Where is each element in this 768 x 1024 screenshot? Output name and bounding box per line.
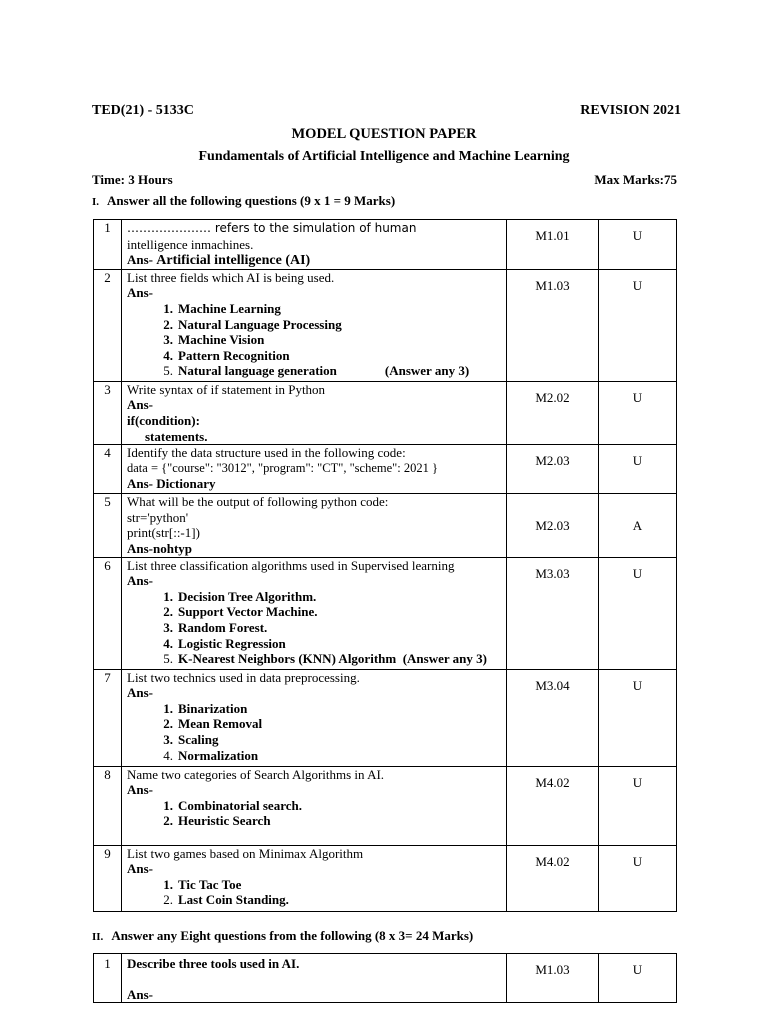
section-2-text: Answer any Eight questions from the following (8 x 3= 24 Marks)	[111, 928, 474, 943]
list-item: 1. Machine Learning	[163, 300, 281, 316]
question-text	[122, 269, 507, 381]
list-item: 2. Mean Removal	[163, 716, 263, 732]
cognitive-level: A	[599, 494, 677, 557]
question-line: List two technics used in data preprocessing.	[127, 669, 360, 685]
code-line: print(str[::-1])	[127, 525, 200, 541]
question-text	[122, 220, 507, 270]
paper-title: MODEL QUESTION PAPER	[291, 126, 477, 142]
question-number: 1	[94, 220, 122, 270]
question-line: refers to the simulation of human	[211, 221, 417, 235]
course-outcome: M2.03	[507, 494, 599, 557]
answer-label: Ans-	[127, 397, 154, 413]
question-number: 5	[94, 494, 122, 557]
table-row	[94, 669, 677, 766]
answer-label: Ans-	[127, 986, 154, 1002]
answer-text: statements.	[145, 428, 208, 444]
answer-label: Ans-	[127, 573, 154, 589]
list-item: 2. Support Vector Machine.	[163, 604, 318, 620]
answer	[127, 252, 506, 269]
list-item: 4. Pattern Recognition	[163, 347, 290, 363]
question-text	[122, 381, 507, 444]
course-outcome: M2.03	[507, 445, 599, 494]
course-outcome: M4.02	[507, 845, 599, 911]
revision-label: REVISION 2021	[580, 103, 681, 118]
table-row	[94, 557, 677, 669]
section-1-numeral: I.	[92, 196, 100, 208]
question-number: 9	[94, 845, 122, 911]
list-item: 5. Natural language generation (Answer any 3)	[163, 363, 470, 379]
list-item: 4. Logistic Regression	[163, 635, 286, 651]
list-item: 1. Binarization	[163, 700, 248, 716]
max-marks-label: Max Marks:75	[594, 172, 677, 187]
list-item: 3. Machine Vision	[163, 332, 265, 348]
table-row	[94, 220, 677, 270]
course-outcome: M1.03	[507, 954, 599, 1003]
section-2-instruction	[92, 928, 473, 944]
list-item: 3. Random Forest.	[163, 619, 268, 635]
cognitive-level: U	[599, 845, 677, 911]
table-row	[94, 269, 677, 381]
answer-note: (Answer any 3)	[402, 651, 487, 667]
section-1-text: Answer all the following questions (9 x 1 = 9 Marks)	[107, 193, 396, 208]
question-line: List three fields which AI is being used.	[127, 269, 335, 285]
cognitive-level: U	[599, 557, 677, 669]
question-text	[122, 669, 507, 766]
question-text	[122, 494, 507, 557]
list-item: 2. Heuristic Search	[163, 813, 271, 829]
list-item: 3. Scaling	[163, 731, 219, 747]
list-item: 4. Normalization	[163, 747, 259, 763]
course-outcome: M1.01	[507, 220, 599, 270]
section-1-instruction	[92, 193, 395, 209]
paper-code: TED(21) - 5133C	[92, 103, 194, 118]
course-outcome: M2.02	[507, 381, 599, 444]
question-line: What will be the output of following python code:	[127, 494, 389, 510]
question-line: List two games based on Minimax Algorithm	[127, 845, 364, 861]
table-row	[94, 954, 677, 1003]
section-1-table	[93, 219, 677, 912]
list-item: 1. Decision Tree Algorithm.	[163, 588, 317, 604]
answer-text: Artificial intelligence (AI)	[156, 253, 311, 269]
question-number: 7	[94, 669, 122, 766]
table-row	[94, 766, 677, 845]
course-outcome: M1.03	[507, 269, 599, 381]
question-line: Describe three tools used in AI.	[127, 956, 300, 971]
question-line: List three classification algorithms used in Supervised learning	[127, 557, 455, 573]
answer-note: (Answer any 3)	[384, 363, 470, 379]
section-2-table	[93, 953, 677, 1003]
answer-label: Ans-	[127, 861, 154, 877]
code-line: data = {"course": "3012", "program": "CT", "scheme": 2021 }	[127, 460, 438, 475]
course-outcome: M3.03	[507, 557, 599, 669]
question-number: 8	[94, 766, 122, 845]
answer-text: Ans- Dictionary	[127, 476, 216, 492]
answer-label: Ans-	[127, 285, 154, 301]
question-line: intelligence inmachines.	[127, 236, 254, 252]
question-text	[122, 845, 507, 911]
time-label: Time: 3 Hours	[92, 172, 173, 187]
question-line: Write syntax of if statement in Python	[127, 381, 326, 397]
list-item: 2. Natural Language Processing	[163, 316, 342, 332]
cognitive-level: U	[599, 669, 677, 766]
section-2-numeral: II.	[92, 931, 104, 943]
question-text	[122, 445, 507, 494]
question-line: Name two categories of Search Algorithms in AI.	[127, 766, 385, 782]
list-item: 5. K-Nearest Neighbors (KNN) Algorithm (Answer any 3)	[163, 651, 487, 667]
question-number: 6	[94, 557, 122, 669]
code-line: str='python'	[127, 509, 189, 525]
cognitive-level: U	[599, 220, 677, 270]
answer-label: Ans-	[127, 252, 157, 268]
answer-label: Ans-	[127, 782, 154, 798]
question-number: 4	[94, 445, 122, 494]
answer-label: Ans-	[127, 685, 154, 701]
table-row	[94, 445, 677, 494]
question-number: 1	[94, 954, 122, 1003]
question-line: Identify the data structure used in the following code:	[127, 445, 406, 461]
question-text	[122, 557, 507, 669]
table-row	[94, 845, 677, 911]
list-item: 1. Tic Tac Toe	[163, 876, 242, 892]
cognitive-level: U	[599, 445, 677, 494]
subject-title: Fundamentals of Artificial Intelligence and Machine Learning	[198, 149, 570, 164]
cognitive-level: U	[599, 381, 677, 444]
table-row	[94, 381, 677, 444]
course-outcome: M4.02	[507, 766, 599, 845]
answer-text: if(condition):	[127, 412, 200, 428]
cognitive-level: U	[599, 954, 677, 1003]
blank-dots: …………………	[127, 221, 211, 235]
table-row	[94, 494, 677, 557]
course-outcome: M3.04	[507, 669, 599, 766]
question-text	[122, 954, 507, 1003]
list-item: 2. Last Coin Standing.	[163, 892, 289, 908]
cognitive-level: U	[599, 269, 677, 381]
cognitive-level: U	[599, 766, 677, 845]
answer-text: Ans-nohtyp	[127, 540, 193, 556]
question-number: 3	[94, 381, 122, 444]
question-text	[122, 766, 507, 845]
question-number: 2	[94, 269, 122, 381]
list-item: 1. Combinatorial search.	[163, 797, 302, 813]
